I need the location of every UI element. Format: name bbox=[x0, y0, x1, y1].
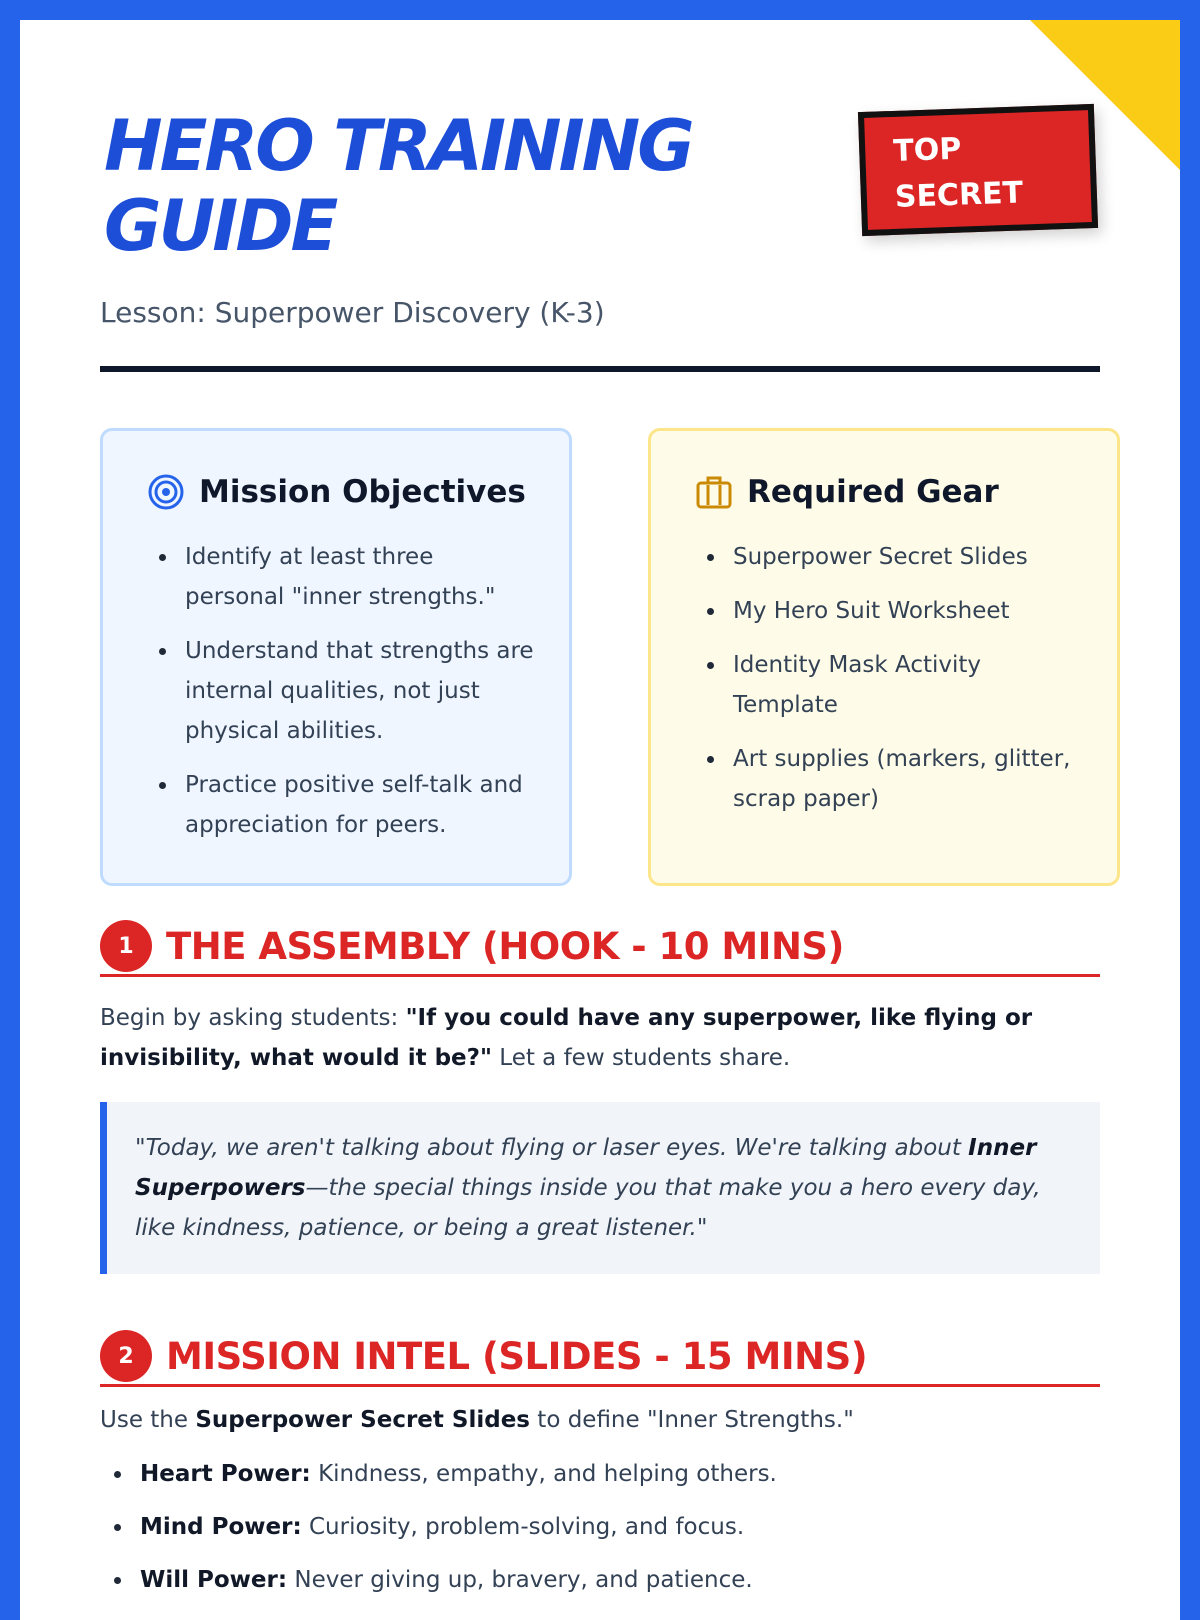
required-gear-card bbox=[648, 428, 1120, 886]
power-description: Never giving up, bravery, and patience. bbox=[287, 1567, 753, 1593]
list-item bbox=[140, 1454, 1100, 1494]
briefcase-icon bbox=[695, 473, 733, 511]
lesson-page bbox=[20, 20, 1180, 1620]
intro-lead-text: Use the bbox=[100, 1407, 196, 1433]
list-item: Understand that strengths are internal qualities, not just physical abilities. bbox=[185, 631, 539, 751]
gear-title: Required Gear bbox=[747, 474, 999, 510]
intro-tail-text: Let a few students share. bbox=[491, 1045, 791, 1071]
list-item: Art supplies (markers, glitter, scrap paper) bbox=[733, 739, 1087, 819]
mission-objectives-card bbox=[100, 428, 572, 886]
quote-text-2: —the special things inside you that make you a hero every day, like kindness, patience, or being a great listener." bbox=[135, 1175, 1041, 1241]
gear-list bbox=[695, 537, 1087, 819]
list-item: Practice positive self-talk and appreciation for peers. bbox=[185, 765, 539, 845]
hook-question: "If you could have any superpower, like flying or invisibility, what would it be?" bbox=[100, 1005, 1033, 1071]
list-item bbox=[140, 1507, 1100, 1547]
objectives-header bbox=[147, 473, 539, 511]
section-2-number-badge: 2 bbox=[100, 1330, 152, 1382]
quote-text-1: "Today, we aren't talking about flying or laser eyes. We're talking about bbox=[135, 1135, 969, 1161]
intro-tail-text: to define "Inner Strengths." bbox=[529, 1407, 854, 1433]
list-item: Superpower Secret Slides bbox=[733, 537, 1087, 577]
power-label: Heart Power: bbox=[140, 1461, 311, 1487]
list-item: My Hero Suit Worksheet bbox=[733, 591, 1087, 631]
objectives-title: Mission Objectives bbox=[199, 474, 526, 510]
section-2-title: MISSION INTEL (SLIDES - 15 MINS) bbox=[166, 1334, 868, 1378]
section-1-heading bbox=[100, 920, 1100, 977]
power-description: Kindness, empathy, and helping others. bbox=[310, 1461, 777, 1487]
quote-emphasis: Inner Superpowers bbox=[135, 1135, 1037, 1201]
gear-header bbox=[695, 473, 1087, 511]
top-secret-stamp bbox=[858, 104, 1098, 236]
objectives-list bbox=[147, 537, 539, 845]
section-1-number-badge: 1 bbox=[100, 920, 152, 972]
list-item: Identity Mask Activity Template bbox=[733, 645, 1087, 725]
power-label: Mind Power: bbox=[140, 1514, 302, 1540]
header-divider bbox=[100, 366, 1100, 372]
list-item bbox=[140, 1560, 1100, 1600]
section-1-intro bbox=[100, 998, 1100, 1078]
stamp-line-2: SECRET bbox=[894, 175, 1024, 215]
section-1-title: THE ASSEMBLY (HOOK - 10 MINS) bbox=[166, 924, 844, 968]
intro-lead-text: Begin by asking students: bbox=[100, 1005, 406, 1031]
lesson-subtitle: Lesson: Superpower Discovery (K-3) bbox=[100, 296, 605, 329]
slides-name: Superpower Secret Slides bbox=[195, 1407, 530, 1433]
stamp-line-1: TOP bbox=[892, 131, 962, 169]
teacher-script-quote bbox=[100, 1102, 1100, 1274]
power-description: Curiosity, problem-solving, and focus. bbox=[301, 1514, 745, 1540]
section-2-intro bbox=[100, 1400, 1100, 1440]
page-title: HERO TRAINING GUIDE bbox=[104, 105, 692, 267]
powers-list bbox=[100, 1454, 1100, 1613]
section-2-heading bbox=[100, 1330, 1100, 1387]
power-label: Will Power: bbox=[140, 1567, 288, 1593]
target-icon bbox=[147, 473, 185, 511]
list-item: Identify at least three personal "inner strengths." bbox=[185, 537, 539, 617]
